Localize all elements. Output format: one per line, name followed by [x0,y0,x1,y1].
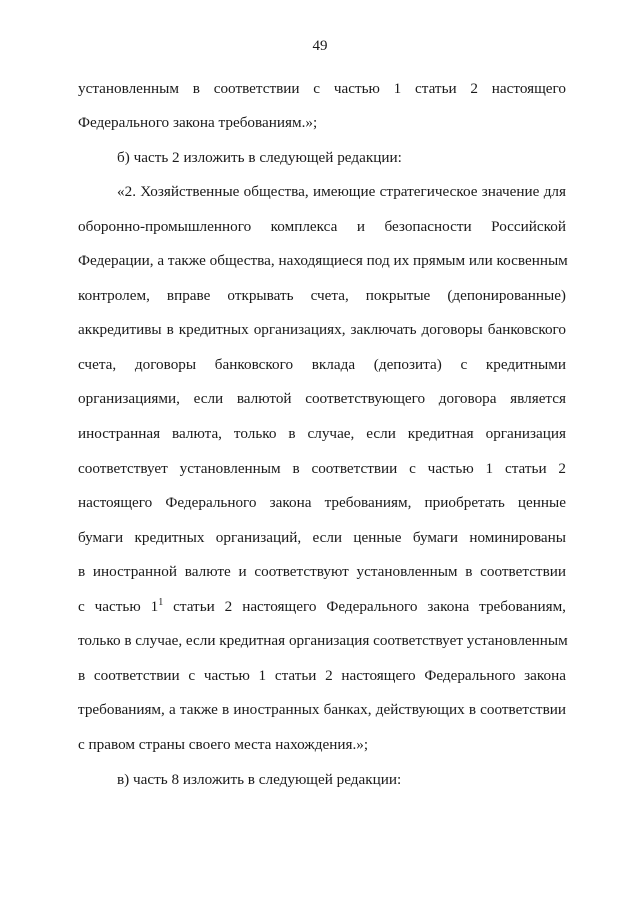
text-line: установленным в соответствии с частью 1 статьи 2 настоящего [78,80,566,97]
text-line: настоящего Федерального закона требованиям, приобретать ценные [78,494,566,511]
text-line: в иностранной валюте и соответствуют установленным в соответствии [78,563,566,580]
text-line: организациями, если валютой соответствующего договора является [78,390,566,407]
text-line: «2. Хозяйственные общества, имеющие стратегическое значение для [117,183,566,200]
text-line: бумаги кредитных организаций, если ценные бумаги номинированы [78,529,566,546]
text-line: аккредитивы в кредитных организациях, заключать договоры банковского [78,321,566,338]
text-line: соответствует установленным в соответствии с частью 1 статьи 2 [78,460,566,477]
text-line: с правом страны своего места нахождения.»; [78,736,369,753]
text-line: в соответствии с частью 1 статьи 2 настоящего Федерального закона [78,667,566,684]
text-line: Федерального закона требованиям.»; [78,114,318,131]
superscript: 1 [158,596,164,608]
text-line [78,597,566,617]
page-number: 49 [312,38,328,54]
text-line: оборонно-промышленного комплекса и безопасности Российской [78,218,566,235]
text-line: иностранная валюта, только в случае, если кредитная организация [78,425,566,442]
text-line: контролем, вправе открывать счета, покрытые (депонированные) [78,287,566,304]
text-line: требованиям, а также в иностранных банках, действующих в соответствии [78,701,566,718]
text-line: счета, договоры банковского вклада (депозита) с кредитными [78,356,566,373]
text-line: б) часть 2 изложить в следующей редакции: [117,149,402,166]
text-line: в) часть 8 изложить в следующей редакции: [117,771,402,788]
text-line: только в случае, если кредитная организация соответствует установленным [78,632,568,649]
text-fragment: с частью 1 [78,598,159,615]
text-line: Федерации, а также общества, находящиеся под их прямым или косвенным [78,252,568,269]
text-fragment: статьи 2 настоящего Федерального закона требованиям, [163,598,566,615]
